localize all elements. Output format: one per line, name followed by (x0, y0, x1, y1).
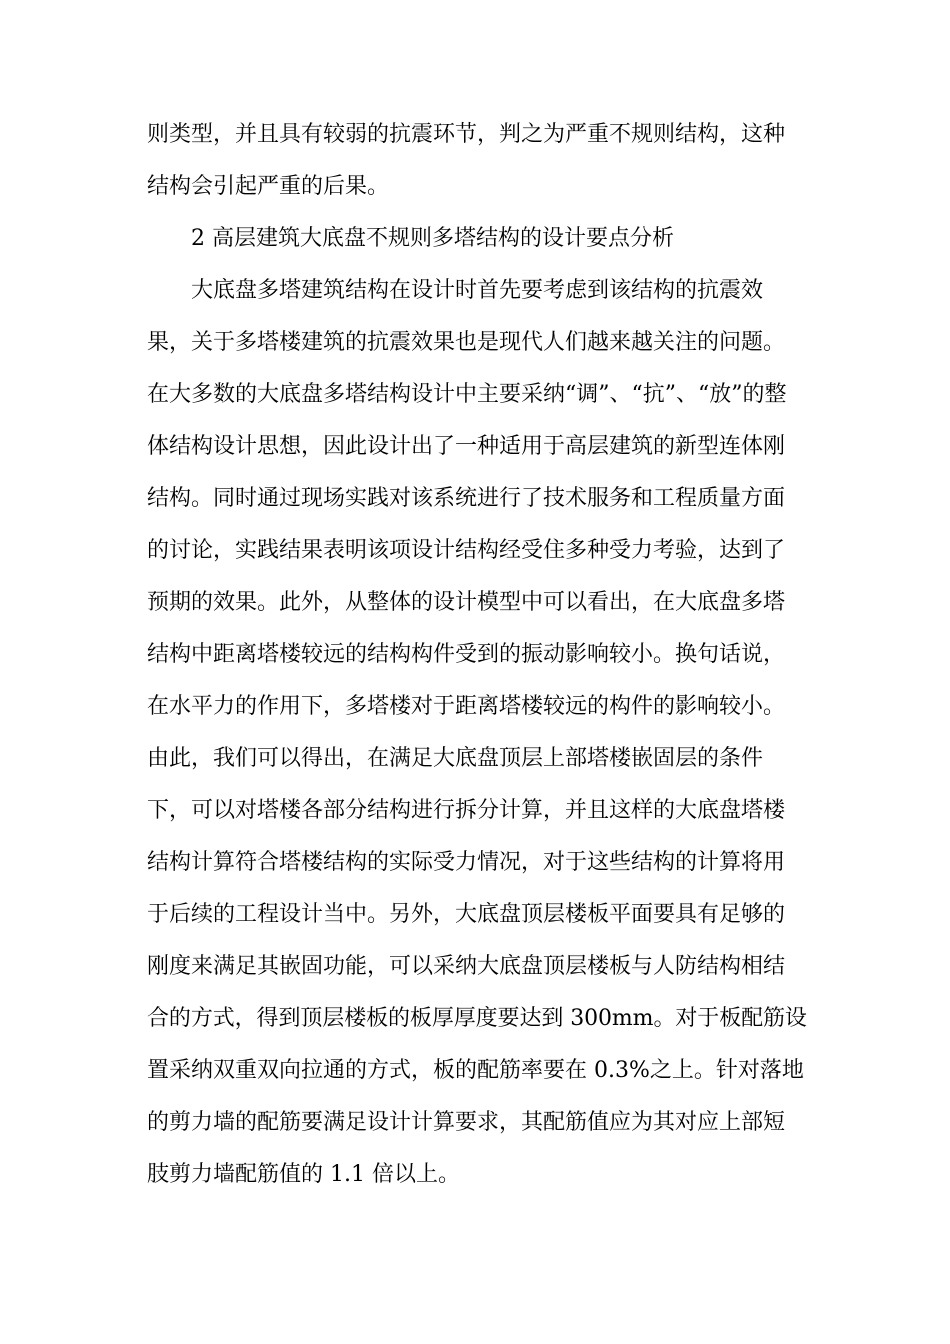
text-line: 合的方式，得到顶层楼板的板厚厚度要达到 300mm。对于板配筋设 (147, 1006, 807, 1031)
text-line: 肢剪力墙配筋值的 1.1 倍以上。 (147, 1162, 460, 1187)
text-line: 结构计算符合塔楼结构的实际受力情况，对于这些结构的计算将用 (147, 850, 786, 875)
text-line: 体结构设计思想，因此设计出了一种适用于高层建筑的新型连体刚 (147, 434, 786, 459)
text-line: 的剪力墙的配筋要满足设计计算要求，其配筋值应为其对应上部短 (147, 1110, 786, 1135)
text-line: 在大多数的大底盘多塔结构设计中主要采纳“调”、“抗”、“放”的整 (147, 382, 787, 407)
text-line: 则类型，并且具有较弱的抗震环节，判之为严重不规则结构，这种 (147, 122, 786, 147)
text-line: 由此，我们可以得出，在满足大底盘顶层上部塔楼嵌固层的条件 (147, 746, 764, 771)
section-heading: 2 高层建筑大底盘不规则多塔结构的设计要点分析 (191, 226, 674, 251)
text-line: 置采纳双重双向拉通的方式，板的配筋率要在 0.3%之上。针对落地 (147, 1058, 804, 1083)
text-line: 的讨论，实践结果表明该项设计结构经受住多种受力考验，达到了 (147, 538, 786, 563)
text-line: 大底盘多塔建筑结构在设计时首先要考虑到该结构的抗震效 (191, 278, 764, 303)
text-line: 结构中距离塔楼较远的结构构件受到的振动影响较小。换句话说， (147, 642, 786, 667)
text-line: 刚度来满足其嵌固功能，可以采纳大底盘顶层楼板与人防结构相结 (147, 954, 786, 979)
text-line: 在水平力的作用下，多塔楼对于距离塔楼较远的构件的影响较小。 (147, 694, 786, 719)
text-line: 于后续的工程设计当中。另外，大底盘顶层楼板平面要具有足够的 (147, 902, 786, 927)
body-text (147, 109, 807, 1201)
text-line: 结构。同时通过现场实践对该系统进行了技术服务和工程质量方面 (147, 486, 786, 511)
text-line: 果，关于多塔楼建筑的抗震效果也是现代人们越来越关注的问题。 (147, 330, 786, 355)
text-line: 预期的效果。此外，从整体的设计模型中可以看出，在大底盘多塔 (147, 590, 786, 615)
text-line: 结构会引起严重的后果。 (147, 174, 390, 199)
text-line: 下，可以对塔楼各部分结构进行拆分计算，并且这样的大底盘塔楼 (147, 798, 786, 823)
